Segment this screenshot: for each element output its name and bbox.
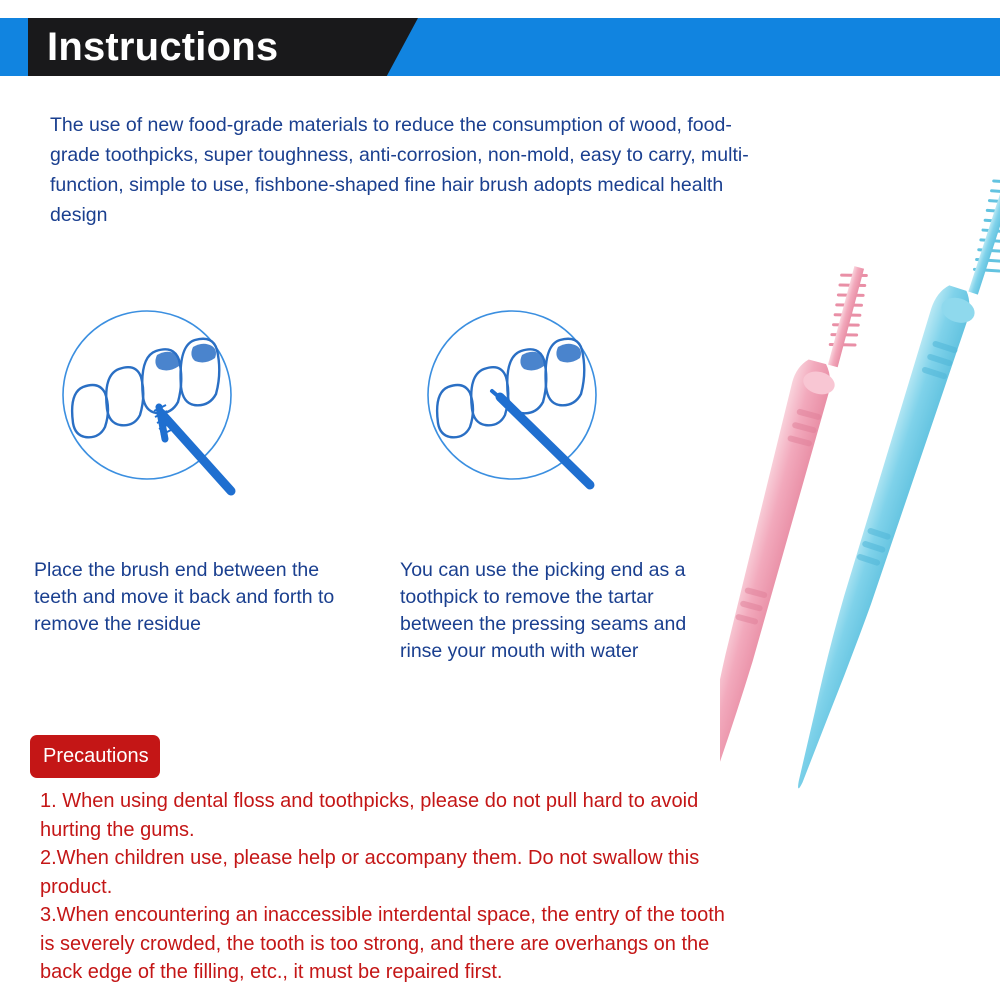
step-2-caption: You can use the picking end as a toothpick to remove the tartar between the pressing seams and rinse your mouth with water bbox=[400, 559, 687, 662]
precautions-list bbox=[40, 787, 740, 987]
blue-interdental-brush bbox=[778, 163, 1000, 798]
pink-interdental-brush bbox=[720, 258, 875, 844]
precautions-badge bbox=[30, 735, 160, 778]
illustration-brush-between-teeth bbox=[35, 305, 365, 550]
precautions-badge-label: Precautions bbox=[43, 745, 149, 767]
step-1-caption: Place the brush end between the teeth and move it back and forth to remove the residue bbox=[34, 559, 335, 635]
precaution-item: 1. When using dental floss and toothpicks, please do not pull hard to avoid hurting the gums. bbox=[40, 790, 704, 841]
illustration-pick-between-teeth bbox=[400, 305, 730, 550]
page-title: Instructions bbox=[47, 25, 279, 69]
precaution-item: 3.When encountering an inaccessible interdental space, the entry of the tooth is severely crowded, the tooth is too strong, and there are overhangs on the back edge of the filling, etc., it must be repaired first. bbox=[40, 904, 731, 983]
interdental-brush-photo bbox=[720, 100, 1000, 860]
teeth-circle-icon bbox=[63, 311, 231, 491]
page-header bbox=[0, 18, 1000, 76]
intro-paragraph: The use of new food-grade materials to reduce the consumption of wood, food-grade toothpicks, super toughness, anti-corrosion, non-mold, easy to carry, multi-function, simple to use, fishbone-shaped fine hair brush adopts medical health design bbox=[50, 114, 749, 226]
precaution-item: 2.When children use, please help or accompany them. Do not swallow this product. bbox=[40, 847, 705, 898]
teeth-circle-icon bbox=[428, 311, 596, 485]
